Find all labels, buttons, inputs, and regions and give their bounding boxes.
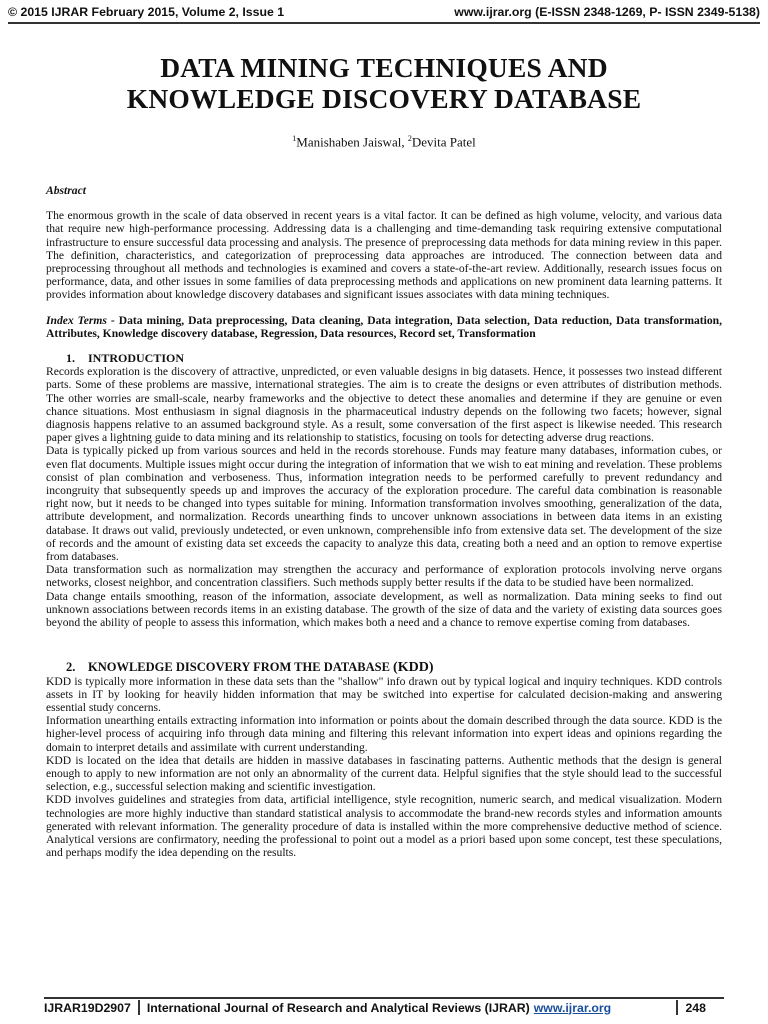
header-issue-info: © 2015 IJRAR February 2015, Volume 2, Issue 1 [8,5,285,19]
author-1-affiliation: 1 [292,134,297,143]
running-header [8,5,760,19]
footer-separator [138,1000,140,1015]
main-content [46,184,722,859]
section-heading-kdd [46,661,722,674]
author-2-affiliation: 2 [407,134,412,143]
paragraph: KDD is typically more information in these data sets than the "shallow" info drawn out by typical logical and inquiry techniques. KDD controls assets in IT by looking for heavily hidden information that may be switched into expertise for calculated decision-making and answering essential study concerns. [46,674,722,714]
paragraph: Records exploration is the discovery of attractive, unpredicted, or even valuable designs in big datasets. Hence, it possesses two instead different parts. Some of these problems are massive, international strategies. The aim is to create the designs or even attributes of distribution methods. The other worries are small-scale, nearby frameworks and the objective to detect these anomalies and determine if they are genuine or even chance situations. Most enthusiasm in signal diagnosis in the pharmaceutical industry depends on the following two facets; however, signal diagnosis happens relative to an assumed background style. As a result, some conversation of the first aspect is likewise needed. This research paper gives a lightning guide to data mining and its relationship to statistics, focusing on tools for detecting adverse drug reactions. [46,365,722,445]
section-title-suffix: (KDD) [393,660,434,676]
footer-journal-name: International Journal of Research and Analytical Reviews (IJRAR) [146,1000,530,1015]
section-heading-introduction [46,352,722,365]
index-terms [46,314,722,340]
footer-separator [676,1000,678,1015]
author-1-name: Manishaben Jaiswal, [296,134,408,150]
header-website-issn: www.ijrar.org (E-ISSN 2348-1269, P- ISSN 2349-5138) [454,5,760,19]
footer-website-link[interactable]: www.ijrar.org [533,1000,612,1015]
paper-title [0,52,768,114]
paragraph: Information unearthing entails extracting information into information or points about the domain described through the data source. KDD is the higher-level process of acquiring info through data mining and filtering this relevant information into expert ideas and opinions regarding the domain to interpret details and assimilate with current understanding. [46,714,722,754]
abstract-text: The enormous growth in the scale of data observed in recent years is a vital factor. It can be defined as high volume, velocity, and various data that require new high-performance processing. Addressing data is a challenging and time-demanding task requiring extensive computational infrastructure to ensure successful data processing and analysis. The presence of preprocessing data methods for data mining review in this paper. The definition, characteristics, and categorization of preprocessing data approaches are introduced. The connection between data and preprocessing throughout all methods and technologies is examined and covers a state-of-the-art review. Additionally, research issues focus on performance, data, and other issues in some families of data preprocessing methods and applications on new prominent data learning patterns. It provides information about knowledge discovery databases and significant issues associates with data mining techniques. [46,209,722,302]
section-number: 2. [66,660,76,675]
section-number: 1. [66,351,75,366]
running-footer [44,1000,724,1015]
header-rule [8,22,760,24]
paragraph: Data change entails smoothing, reason of the information, associate development, as well as normalization. Data mining seeks to find out unknown associations between records items in an existing database. The growth of the size of data and the variety of existing data sources goes beyond the ability of people to assess this information, which makes both a need and a chance to remove expertise coming from databases. [46,589,722,630]
index-terms-label: Index Terms [46,313,107,327]
section-title: INTRODUCTION [88,351,185,366]
page-number: 248 [685,1000,706,1015]
section-title: KNOWLEDGE DISCOVERY FROM THE DATABASE [88,660,394,675]
paragraph: KDD is located on the idea that details are hidden in massive databases in fascinating patterns. Authentic methods that the design is general enough to apply to new information are not only an abnormality of the current data. Helpful signifies that the style should lead to the successful selection, e.g., successful selection making and scientific investigation. [46,753,722,794]
index-terms-text: - Data mining, Data preprocessing, Data cleaning, Data integration, Data selection, Data reduction, Data transformation, Attributes, Knowledge discovery database, Regression, Data resources, Record set, Transformation [46,313,722,340]
footer-paper-id: IJRAR19D2907 [44,1000,131,1015]
title-line-1: DATA MINING TECHNIQUES AND [160,52,608,83]
title-line-2: KNOWLEDGE DISCOVERY DATABASE [126,83,642,114]
author-2-name: Devita Patel [411,134,476,150]
author-list [0,134,768,150]
paragraph: Data transformation such as normalization may strengthen the accuracy and performance of exploration protocols involving nerve organs networks, closest neighbor, and concentration classifiers. Such methods supply better results if the data to be studied have been normalized. [46,563,722,590]
abstract-heading: Abstract [46,184,86,197]
footer-rule [44,997,724,999]
paragraph: KDD involves guidelines and strategies from data, artificial intelligence, style recognition, numeric search, and medical visualization. Modern technologies are more highly inductive than standard statistical analysis to accommodate the brand-new records styles and information amounts generated with relevant information. The generality procedure of data is installed within the more comprehensive deductive method of science. Analytical versions are confirmatory, needing the professional to point out a model as a priori based upon some concept, test these speculations, and perhaps modify the idea depending on the results. [46,793,722,860]
paragraph: Data is typically picked up from various sources and held in the records storehouse. Funds may feature many databases, information cubes, or even flat documents. Multiple issues might occur during the integration of information that we wish to eat mining and revelation. These problems consist of plan combination and verboseness. Thus, information integration needs to be performed carefully to prevent redundancy and incongruity that subsequently speeds up and improves the accuracy of the exploration procedure. The careful data combination is reasonable right now, but it needs to be changed into types suitable for mining. Information transformation involves smoothing, generalization of the data, attribute development, and normalization. Records unearthing finds to uncover unknown associations in between data items in an existing database. It draws out valid, previously undetected, or even unknown, comprehensible info from extensive data set. The development of the size of records and the amount of existing data set exceeds the capacity to analyze this data, creating both a need and an option to remove expertise from databases. [46,444,722,564]
